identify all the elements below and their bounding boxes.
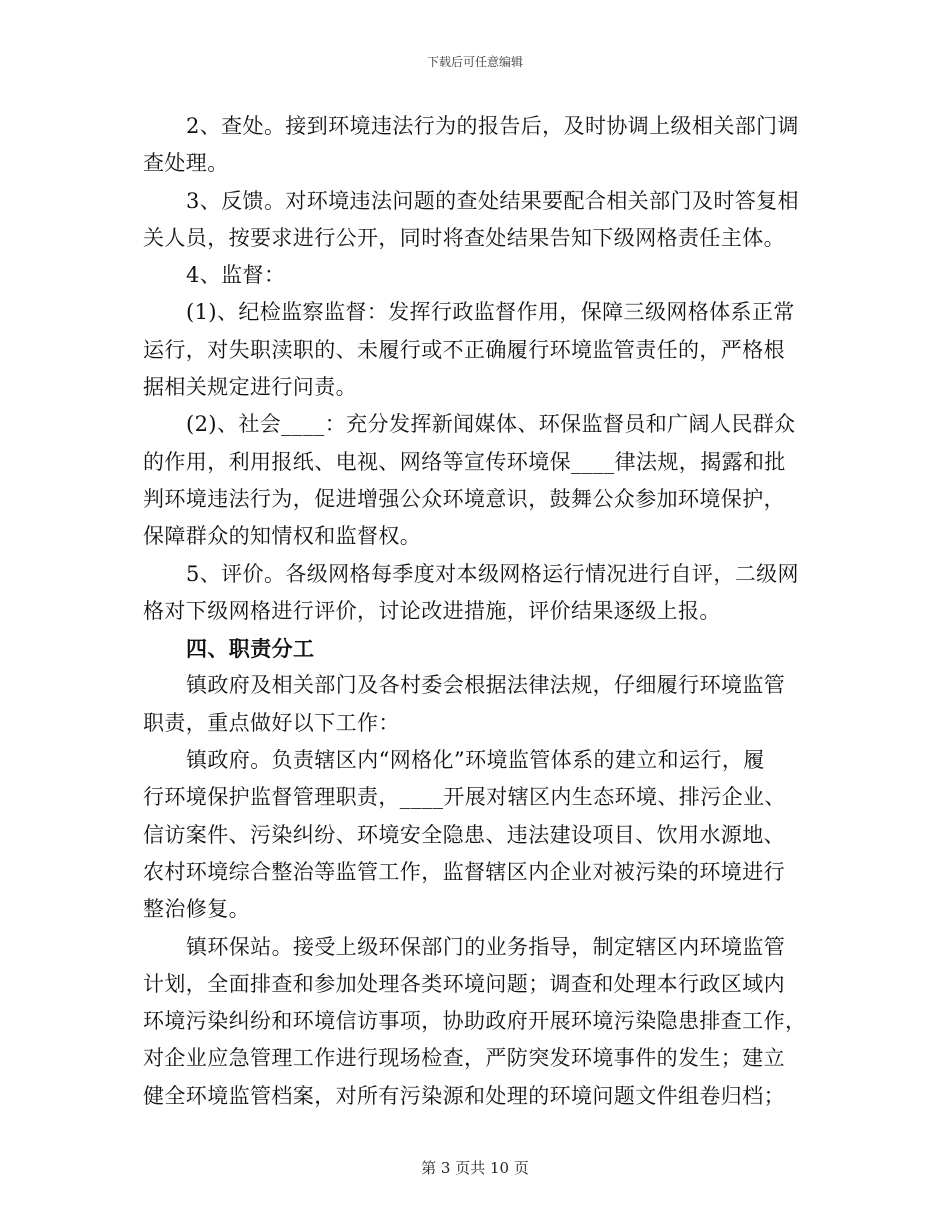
text-line: 信访案件、污染纠纷、环境安全隐患、违法建设项目、饮用水源地、 [143, 822, 785, 847]
document-body [143, 108, 811, 1115]
text-line: 对企业应急管理工作进行现场检查，严防突发环境事件的发生；建立 [143, 1046, 785, 1071]
text-line: 镇政府及相关部门及各村委会根据法律法规，仔细履行环境监管 [186, 673, 786, 698]
page-header: 下载后可任意编辑 [426, 55, 523, 69]
text-line: 计划，全面排查和参加处理各类环境问题；调查和处理本行政区域内 [143, 971, 785, 996]
text-line: 整治修复。 [143, 897, 250, 922]
text-line: 运行，对失职渎职的、未履行或不正确履行环境监管责任的，严格根 [143, 337, 785, 362]
text-line: 据相关规定进行问责。 [143, 375, 357, 400]
text-line: 行环境保护监督管理职责，____开展对辖区内生态环境、排污企业、 [143, 785, 786, 810]
text-line: 镇政府。负责辖区内“网格化”环境监管体系的建立和运行，履 [186, 748, 765, 773]
text-line: 判环境违法行为，促进增强公众环境意识，鼓舞公众参加环境保护， [143, 486, 785, 511]
text-line: 3、反馈。对环境违法问题的查处结果要配合相关部门及时答复相 [186, 188, 799, 213]
text-line: 格对下级网格进行评价，讨论改进措施，评价结果逐级上报。 [143, 598, 721, 623]
text-line: 查处理。 [143, 151, 229, 176]
text-line: 的作用，利用报纸、电视、网络等宣传环境保____律法规，揭露和批 [143, 449, 786, 474]
text-line: 农村环境综合整治等监管工作，监督辖区内企业对被污染的环境进行 [143, 859, 785, 884]
text-line: 4、监督： [186, 263, 286, 288]
text-line: 关人员，按要求进行公开，同时将查处结果告知下级网格责任主体。 [143, 225, 785, 250]
text-line: 镇环保站。接受上级环保部门的业务指导，制定辖区内环境监管 [186, 934, 786, 959]
text-line: 健全环境监管档案，对所有污染源和处理的环境问题文件组卷归档； [143, 1083, 785, 1108]
page-footer: 第 3 页共 10 页 [421, 1159, 529, 1177]
section-heading: 四、职责分工 [186, 636, 315, 662]
text-line: 保障群众的知情权和监督权。 [143, 524, 422, 549]
text-line: 环境污染纠纷和环境信访事项，协助政府开展环境污染隐患排查工作， [143, 1009, 807, 1034]
text-line: 职责，重点做好以下工作： [143, 710, 400, 735]
text-line: 5、评价。各级网格每季度对本级网格运行情况进行自评，二级网 [186, 561, 799, 586]
text-line: 2、查处。接到环境违法行为的报告后，及时协调上级相关部门调 [186, 114, 799, 138]
text-line: (2)、社会____：充分发挥新闻媒体、环保监督员和广阔人民群众 [186, 412, 796, 437]
text-line: (1)、纪检监察监督：发挥行政监督作用，保障三级网格体系正常 [186, 300, 795, 325]
